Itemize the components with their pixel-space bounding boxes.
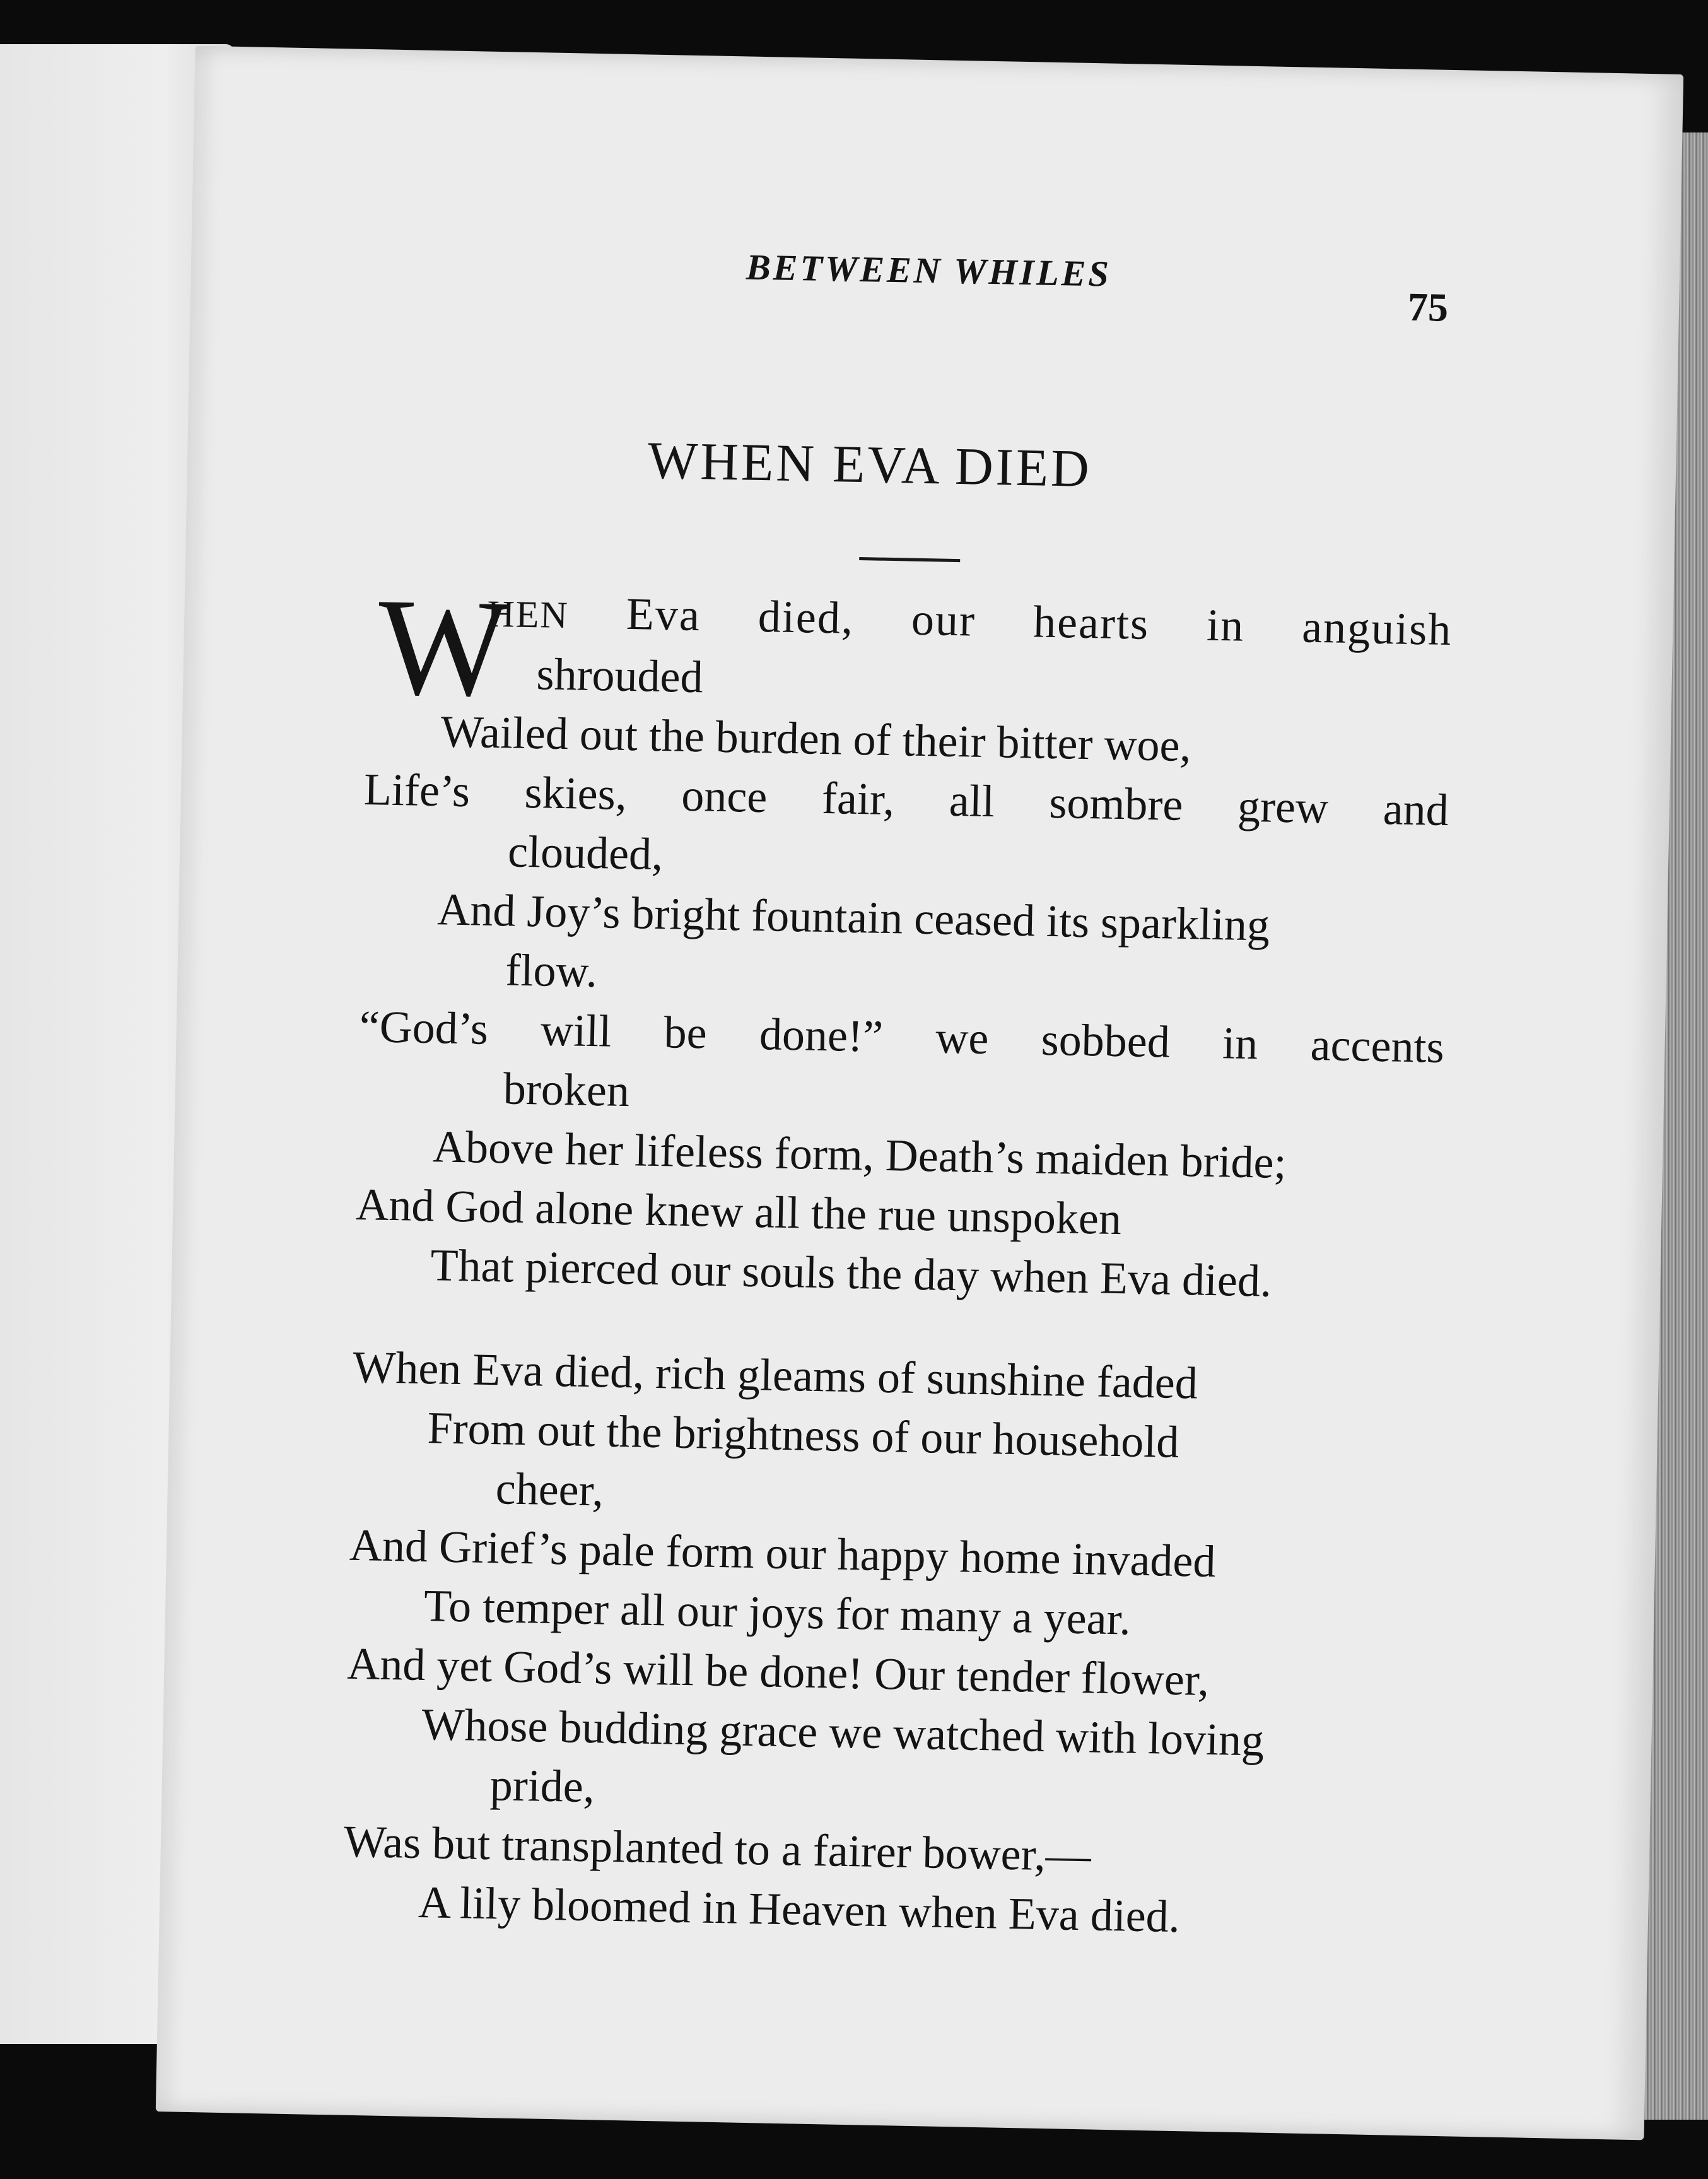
running-head: BETWEEN WHILES	[746, 246, 1112, 295]
poem-line: And yet God’s will be done! Our tender flower,	[346, 1638, 1210, 1705]
poem-line: A lily bloomed in Heaven when Eva died.	[418, 1876, 1181, 1942]
poem-line: Life’s skies, once fair, all sombre grew and	[363, 764, 1449, 836]
page-number: 75	[1407, 284, 1449, 330]
poem-line: When Eva died, rich gleams of sunshine faded	[352, 1341, 1198, 1409]
poem-title: WHEN EVA DIED	[647, 431, 1092, 499]
drop-cap: W	[377, 569, 511, 726]
title-rule	[859, 557, 960, 562]
first-word-small-caps: HEN	[486, 592, 570, 637]
poem-line: From out the brightness of our household	[426, 1402, 1180, 1467]
poem-line: And Joy’s bright fountain ceased its sparkling	[436, 884, 1270, 951]
poem-line: shrouded	[535, 649, 704, 703]
poem-line: pride,	[489, 1759, 595, 1812]
poem-line: flow.	[505, 944, 598, 997]
poem-line: That pierced our souls the day when Eva died.	[430, 1240, 1272, 1307]
poem-line: clouded,	[507, 826, 664, 880]
poem-line: Whose budding grace we watched with loving	[421, 1699, 1265, 1766]
poem-line: Was but transplanted to a fairer bower,—	[343, 1816, 1092, 1881]
poem-body	[342, 569, 1453, 1951]
poem-line: “God’s will be done!” we sobbed in accents	[359, 1001, 1445, 1072]
poem-line: And Grief’s pale form our happy home invaded	[349, 1519, 1217, 1587]
poem-line: Wailed out the burden of their bitter woe,	[440, 706, 1192, 772]
poem-line: broken	[503, 1063, 630, 1117]
poem-line-text: Eva died, our hearts in anguish	[626, 588, 1453, 655]
poem-line: And God alone knew all the rue unspoken	[355, 1178, 1122, 1245]
poem-line: cheer,	[495, 1463, 604, 1516]
poem-line: Above her lifeless form, Death’s maiden bride;	[432, 1121, 1287, 1189]
book-page	[156, 46, 1683, 2141]
poem-line: To temper all our joys for many a year.	[423, 1580, 1132, 1645]
